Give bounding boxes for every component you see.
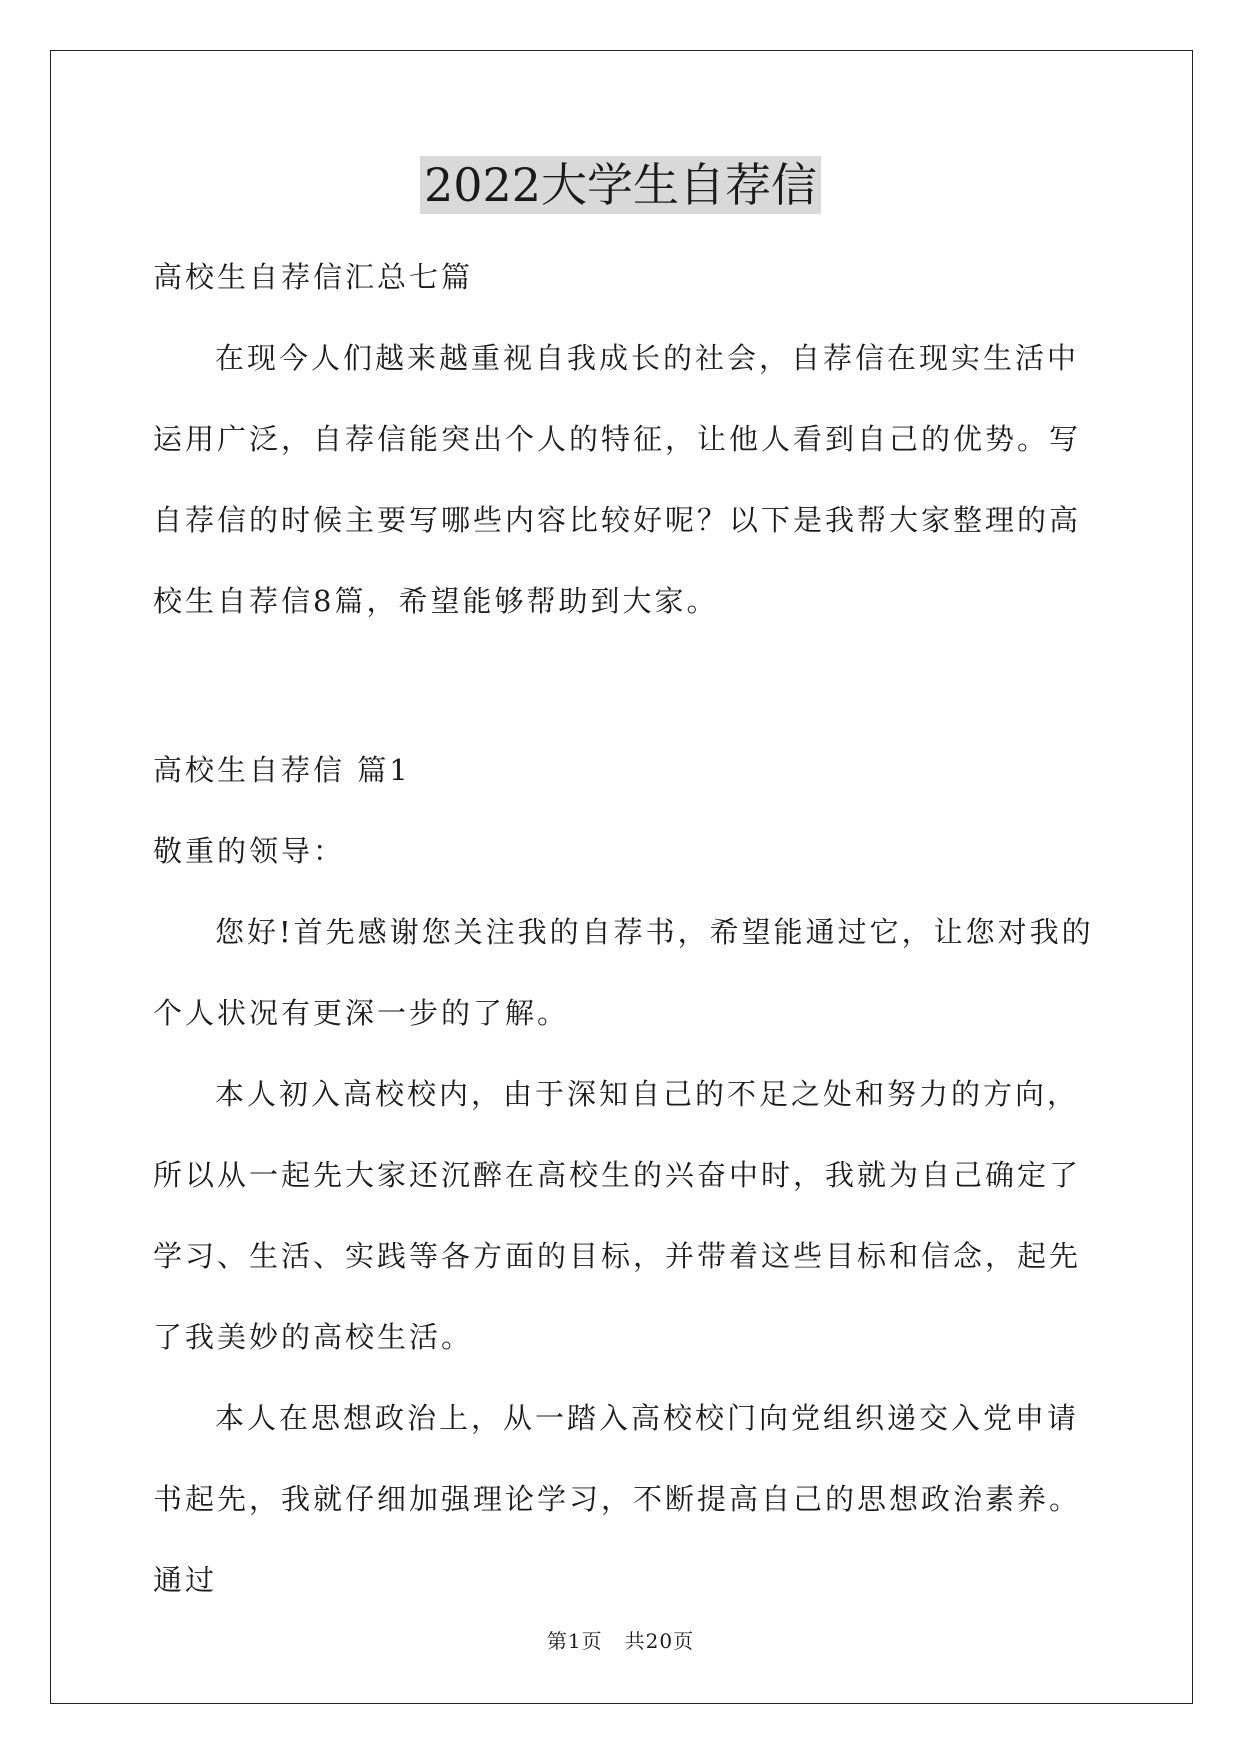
document-title-block bbox=[0, 155, 1241, 220]
section-heading: 高校生自荐信 篇1 bbox=[153, 753, 411, 787]
page-total: 共20页 bbox=[624, 1629, 695, 1653]
document-subtitle: 高校生自荐信汇总七篇 bbox=[153, 260, 474, 294]
body-paragraph-3: 本人在思想政治上，从一踏入高校校门向党组织递交入党申请书起先，我就仔细加强理论学习，不断提高自己的思想政治素养。通过 bbox=[153, 1401, 1082, 1597]
body-paragraph-1: 您好!首先感谢您关注我的自荐书，希望能通过它，让您对我的个人状况有更深一步的了解。 bbox=[153, 915, 1094, 1030]
page-number: 第1页 bbox=[546, 1629, 603, 1653]
document-title: 2022大学生自荐信 bbox=[420, 156, 821, 214]
intro-paragraph: 在现今人们越来越重视自我成长的社会，自荐信在现实生活中运用广泛，自荐信能突出个人的特征，让他人看到自己的优势。写自荐信的时候主要写哪些内容比较好呢？以下是我帮大家整理的高校生自荐信8篇，希望能够帮助到大家。 bbox=[153, 341, 1082, 618]
salutation: 敬重的领导： bbox=[153, 834, 346, 868]
body-paragraph-2: 本人初入高校校内，由于深知自己的不足之处和努力的方向，所以从一起先大家还沉醉在高校生的兴奋中时，我就为自己确定了学习、生活、实践等各方面的目标，并带着这些目标和信念，起先了我美妙的高校生活。 bbox=[153, 1077, 1082, 1354]
page-footer bbox=[0, 1625, 1241, 1654]
